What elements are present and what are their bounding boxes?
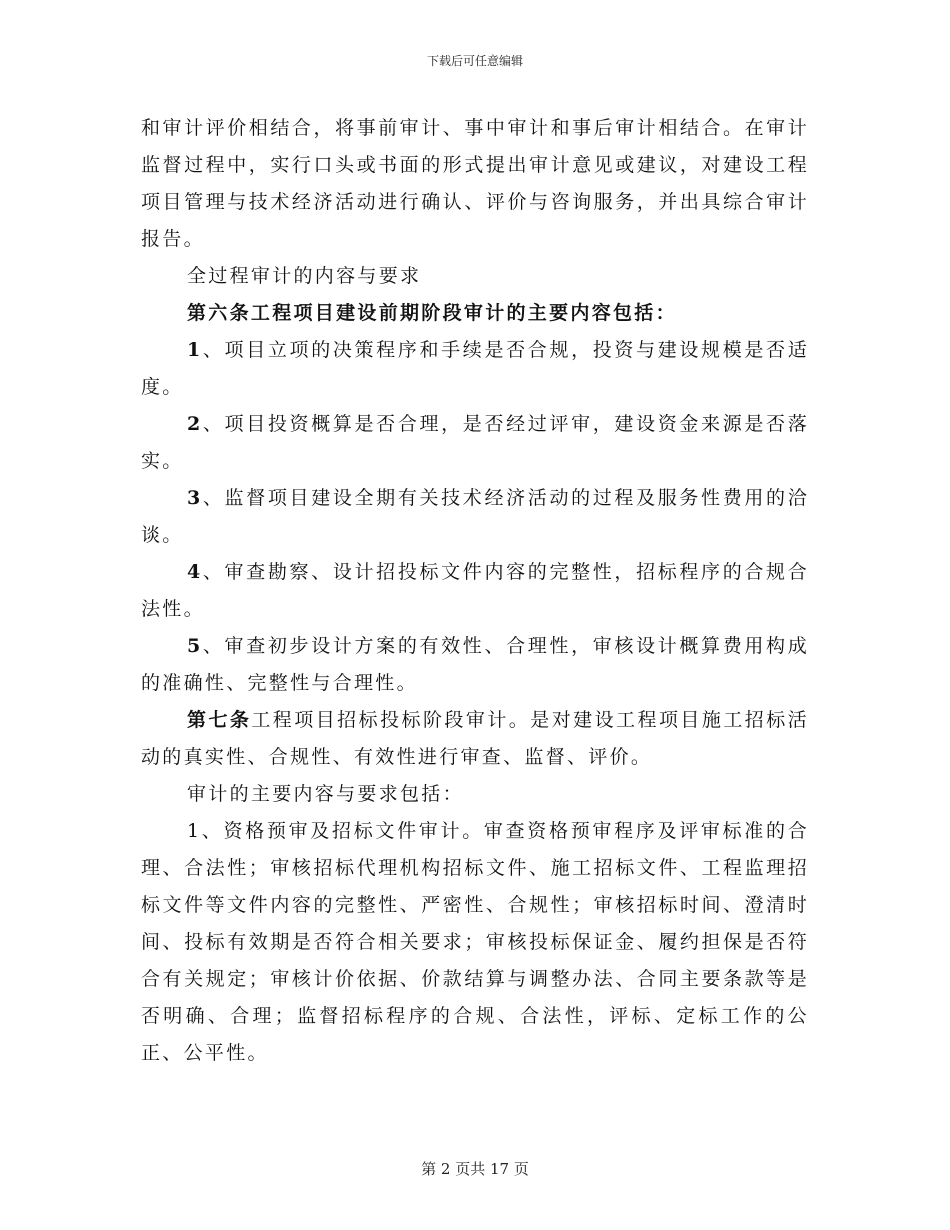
article-label: 第七条 [187,709,252,731]
page-header: 下载后可任意编辑 [426,54,523,68]
paragraph-prequalification-audit [141,813,809,1072]
list-item-4 [141,554,809,628]
list-number: 3 [187,487,203,509]
list-text: 、监督项目建设全期有关技术经济活动的过程及服务性费用的洽谈。 [141,487,809,546]
paragraph-audit-combination [141,110,809,258]
page-number-footer: 第 2 页共 17 页 [421,1160,529,1178]
paragraph-text: 和审计评价相结合，将事前审计、事中审计和事后审计相结合。在审计监督过程中，实行口头或书面的形式提出审计意见或建议，对建设工程项目管理与技术经济活动进行确认、评价与咨询服务，并出具综合审计报告。 [141,117,809,250]
list-text: 、项目立项的决策程序和手续是否合规，投资与建设规模是否适度。 [141,339,809,398]
list-text: 、审查勘察、设计招投标文件内容的完整性，招标程序的合规合法性。 [141,561,809,620]
list-item-2 [141,406,809,480]
list-text: 、审查初步设计方案的有效性、合理性，审核设计概算费用构成的准确性、完整性与合理性。 [141,635,809,694]
list-item-1 [141,332,809,406]
paragraph-text: 1、资格预审及招标文件审计。审查资格预审程序及评审标准的合理、合法性；审核招标代理机构招标文件、施工招标文件、工程监理招标文件等文件内容的完整性、严密性、合规性；审核招标时间、澄清时间、投标有效期是否符合相关要求；审核投标保证金、履约担保是否符合有关规定；审核计价依据、价款结算与调整办法、合同主要条款等是否明确、合理；监督招标程序的合规、合法性，评标、定标工作的公正、公平性。 [141,820,809,1064]
paragraph-requirements-intro [141,776,809,813]
paragraph-section-heading [141,258,809,295]
article-text: 工程项目招标投标阶段审计。是对建设工程项目施工招标活动的真实性、合规性、有效性进行审查、监督、评价。 [141,709,809,768]
list-text: 、项目投资概算是否合理，是否经过评审，建设资金来源是否落实。 [141,413,809,472]
paragraph-text: 全过程审计的内容与要求 [187,265,422,287]
document-body [141,110,809,1072]
paragraph-article-seven [141,702,809,776]
paragraph-text: 审计的主要内容与要求包括： [187,783,464,805]
list-item-3 [141,480,809,554]
list-number: 5 [187,635,203,657]
list-item-5 [141,628,809,702]
list-number: 4 [187,561,203,583]
list-number: 1 [187,339,203,361]
article-heading: 第六条工程项目建设前期阶段审计的主要内容包括： [187,302,677,324]
list-number: 2 [187,413,203,435]
paragraph-article-six [141,295,809,332]
